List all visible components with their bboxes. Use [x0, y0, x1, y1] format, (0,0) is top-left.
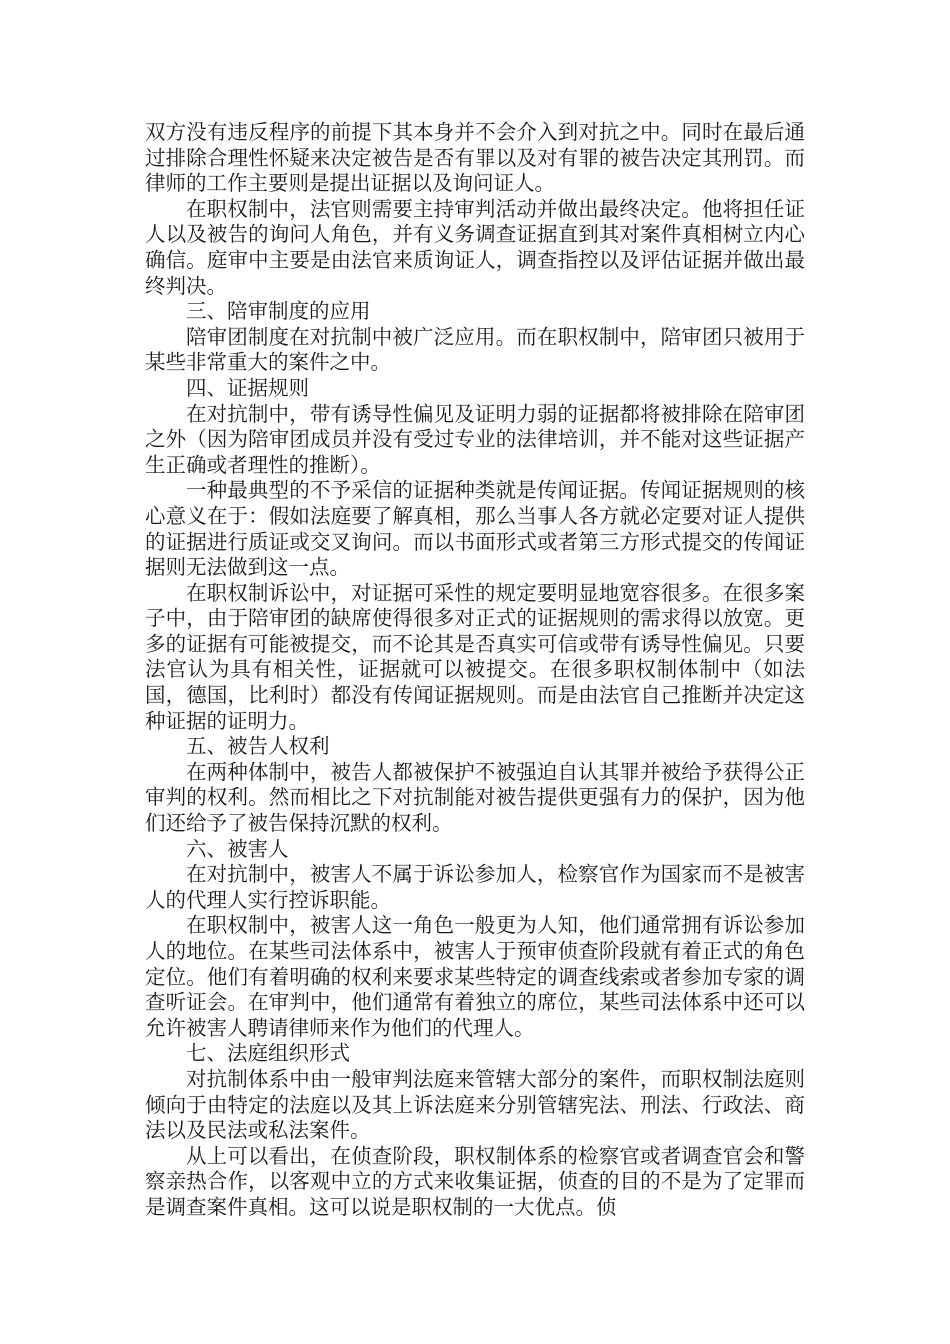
paragraph: 在对抗制中，被害人不属于诉讼参加人，检察官作为国家而不是被害人的代理人实行控诉职能。	[145, 862, 805, 912]
paragraph: 在职权制中，被害人这一角色一般更为人知，他们通常拥有诉讼参加人的地位。在某些司法体系中，被害人于预审侦查阶段就有着正式的角色定位。他们有着明确的权利来要求某些特定的调查线索或者参加专家的调查听证会。在审判中，他们通常有着独立的席位，某些司法体系中还可以允许被害人聘请律师来作为他们的代理人。	[145, 913, 805, 1040]
paragraph: 从上可以看出，在侦查阶段，职权制体系的检察官或者调查官会和警察亲热合作，以客观中立的方式来收集证据，侦查的目的不是为了定罪而是调查案件真相。这可以说是职权制的一大优点。侦	[145, 1143, 805, 1219]
document-page	[145, 120, 805, 1221]
section-heading: 六、被害人	[186, 836, 289, 861]
paragraph: 在两种体制中，被告人都被保护不被强迫自认其罪并被给予获得公正审判的权利。然而相比之下对抗制能对被告提供更强有力的保护，因为他们还给予了被告保持沉默的权利。	[145, 759, 805, 836]
section-heading: 五、被告人权利	[186, 734, 330, 759]
section-heading: 三、陪审制度的应用	[186, 299, 371, 324]
paragraph: 陪审团制度在对抗制中被广泛应用。而在职权制中，陪审团只被用于某些非常重大的案件之中。	[145, 324, 805, 375]
paragraph: 双方没有违反程序的前提下其本身并不会介入到对抗之中。同时在最后通过排除合理性怀疑来决定被告是否有罪以及对有罪的被告决定其刑罚。而律师的工作主要则是提出证据以及询问证人。	[145, 120, 805, 196]
paragraph: 一种最典型的不予采信的证据种类就是传闻证据。传闻证据规则的核心意义在于：假如法庭要了解真相，那么当事人各方就必定要对证人提供的证据进行质证或交叉询问。而以书面形式或者第三方形式提交的传闻证据则无法做到这一点。	[145, 478, 805, 580]
paragraph: 在职权制中，法官则需要主持审判活动并做出最终决定。他将担任证人以及被告的询问人角色，并有义务调查证据直到其对案件真相树立内心确信。庭审中主要是由法官来质询证人，调查指控以及评估证据并做出最终判决。	[145, 196, 805, 298]
section-heading: 四、证据规则	[186, 375, 309, 400]
paragraph: 在对抗制中，带有诱导性偏见及证明力弱的证据都将被排除在陪审团之外（因为陪审团成员并没有受过专业的法律培训，并不能对这些证据产生正确或者理性的推断）。	[145, 401, 805, 477]
paragraph: 对抗制体系中由一般审判法庭来管辖大部分的案件，而职权制法庭则倾向于由特定的法庭以及其上诉法庭来分别管辖宪法、刑法、行政法、商法以及民法或私法案件。	[145, 1066, 805, 1143]
section-heading: 七、法庭组织形式	[186, 1041, 350, 1066]
paragraph: 在职权制诉讼中，对证据可采性的规定要明显地宽容很多。在很多案子中，由于陪审团的缺席使得很多对正式的证据规则的需求得以放宽。更多的证据有可能被提交，而不论其是否真实可信或带有诱导性偏见。只要法官认为具有相关性，证据就可以被提交。在很多职权制体制中（如法国，德国，比利时）都没有传闻证据规则。而是由法官自己推断并决定这种证据的证明力。	[145, 580, 805, 733]
